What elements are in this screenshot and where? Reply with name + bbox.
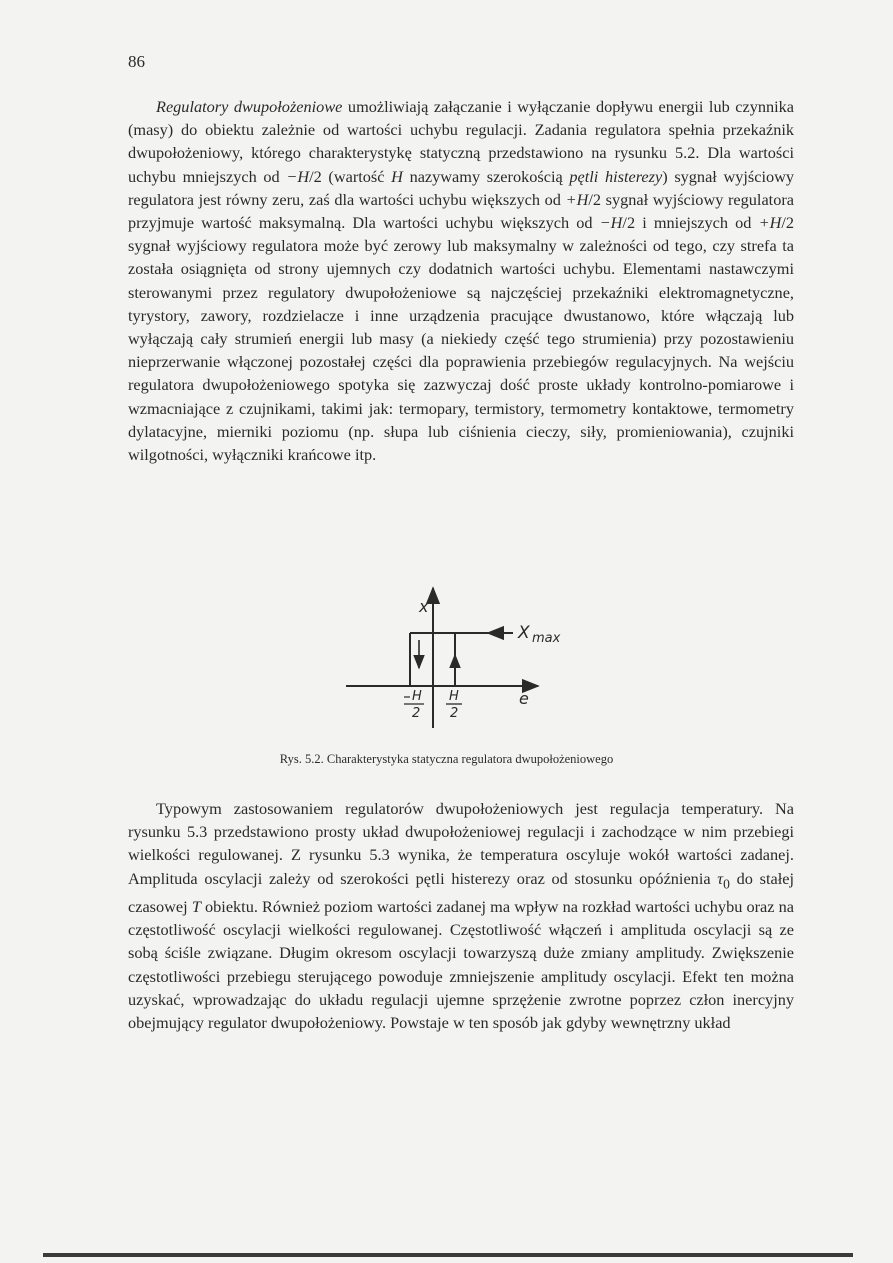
scan-bottom-edge: [43, 1253, 853, 1257]
symbol-h: H: [391, 166, 403, 186]
paragraph-1-text: /2 sygnał wyjściowy regulatora przyjmuje wartość maksymalną. Dla wartości uchybu większych od: [128, 189, 794, 233]
paragraph-1-text: ) sygnał wyjściowy regulatora jest równy zeru, zaś dla wartości uchybu większych od: [128, 166, 795, 209]
symbol-tau-subscript: 0: [723, 875, 730, 891]
x-axis-label: e: [519, 689, 529, 708]
paragraph-2: [128, 797, 794, 1034]
xmax-subscript: max: [532, 631, 561, 646]
symbol-tau: τ: [717, 868, 724, 888]
page-number: 86: [128, 52, 145, 71]
paragraph-1-text: nazywamy szerokością: [402, 166, 570, 186]
paragraph-1-text: /2 sygnał wyjściowy regulatora może być zerowy lub maksymalny w zależności od tego, czy strefa ta została osiągnięta od strony ujemnych czy dodatnich wartości uchybu. Elementami nastawczymi sterowanymi przez regulatory dwupołożeniowe są najczęściej przekaźniki elektromagnetyczne, tyrystory, zawory, rozdzielacze i inne urządzenia pracujące dwustanowo, które włączają lub wyłączają cały strumień energii lub masy (a niekiedy część tego strumienia) przy pozostawieniu nieprzerwanie włączonej pozostałej części dla poprawienia przebiegów regulacyjnych. Na wejściu regulatora dwupołożeniowego spotyka się zazwyczaj dość proste układy kontrolno-pomiarowe i wzmacniające z czujnikami, takimi jak: termopary, termistory, termometry kontaktowe, termometry dylatacyjne, mierniki poziomu (np. słupa lub ciśnienia cieczy, siły, promieniowania), czujniki wilgotności, wyłączniki krańcowe itp.: [128, 213, 794, 465]
y-axis-label: x: [419, 597, 429, 616]
symbol-minus-h: −H: [286, 166, 310, 186]
term-two-position-regulators: Regulatory dwupołożeniowe: [156, 97, 343, 116]
paragraph-2-text: do stałej czasowej: [128, 868, 794, 917]
neg-half-h-denominator: 2: [412, 706, 421, 721]
paragraph-1-text: /2 i mniejszych od: [622, 213, 759, 233]
paragraph-1-text: /2 (wartość: [309, 166, 392, 186]
paragraph-2-text: obiektu. Również poziom wartości zadanej ma wpływ na rozkład wartości uchybu oraz na częstotliwość oscylacji wielkości regulowanej. Częstotliwość włączeń i amplituda oscylacji są ze sobą ściśle związane. Długim okresom oscylacji towarzyszą duże zmiany amplitudy. Zwiększenie częstotliwości przebiegu sterującego powoduje zmniejszenie amplitudy oscylacji. Efekt ten można uzyskać, wprowadzając do układu regulacji ujemne sprzężenie zwrotne poprzez człon inercyjny obejmujący regulator dwupołożeniowy. Powstaje w ten sposób jak gdyby wewnętrzny układ: [128, 897, 795, 1033]
pos-half-h-numerator: H: [449, 689, 459, 704]
paragraph-1-text: umożliwiają załączanie i wyłączanie dopływu energii lub czynnika (masy) do obiektu zależnie od wartości uchybu regulacji. Zadania regulatora spełnia przekaźnik dwupołożeniowy, którego charakterystykę statyczną przedstawiono na rysunku 5.2. Dla wartości uchybu mniejszych od: [128, 97, 795, 186]
hysteresis-characteristic-figure: [320, 580, 580, 740]
paragraph-1: [128, 95, 794, 466]
figure-diagram: [320, 580, 580, 740]
neg-half-h-numerator: H: [412, 689, 422, 704]
symbol-minus-h: −H: [599, 213, 623, 233]
pos-half-h-denominator: 2: [450, 706, 459, 721]
term-hysteresis-loop: pętli histerezy: [569, 166, 663, 186]
paragraph-2-text: Typowym zastosowaniem regulatorów dwupołożeniowych jest regulacja temperatury. Na rysunku 5.3 przedstawiono prosty układ dwupołożeniowej regulacji i zachodzące w nim przebiegi wielkości regulowanej. Z rysunku 5.3 wynika, że temperatura oscyluje wokół wartości zadanej. Amplituda oscylacji zależy od szerokości pętli histerezy oraz od stosunku opóźnienia: [128, 799, 794, 888]
symbol-plus-h: +H: [758, 213, 782, 233]
xmax-label: X: [518, 623, 530, 643]
symbol-t: T: [191, 897, 201, 917]
symbol-plus-h: +H: [565, 189, 589, 209]
figure-caption: Rys. 5.2. Charakterystyka statyczna regulatora dwupołożeniowego: [279, 752, 614, 766]
